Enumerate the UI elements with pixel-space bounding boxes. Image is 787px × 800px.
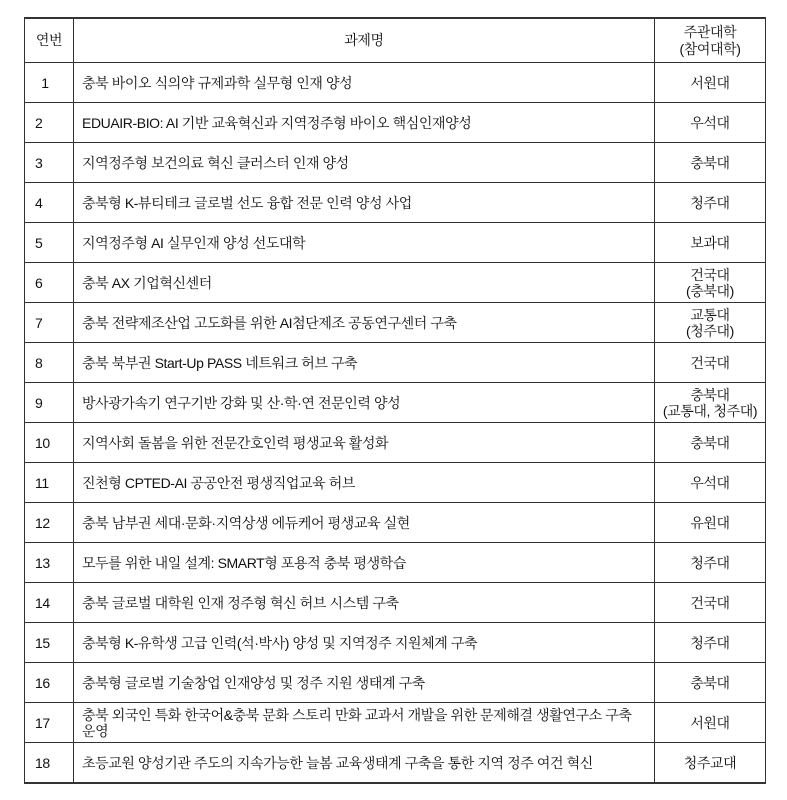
host-university: 보과대 — [690, 234, 730, 251]
row-title: 진천형 CPTED-AI 공공안전 평생직업교육 허브 — [74, 463, 655, 503]
row-university — [655, 303, 766, 343]
row-number: 11 — [25, 463, 74, 503]
table-row — [25, 543, 766, 583]
table-row — [25, 183, 766, 223]
row-number: 14 — [25, 583, 74, 623]
row-title: 지역정주형 보건의료 혁신 클러스터 인재 양성 — [74, 143, 655, 183]
host-university: 충북대 — [690, 386, 730, 403]
row-university — [655, 743, 766, 784]
row-title: 충북 글로벌 대학원 인재 정주형 혁신 허브 시스템 구축 — [74, 583, 655, 623]
table-row — [25, 663, 766, 703]
row-university — [655, 383, 766, 423]
row-number: 7 — [25, 303, 74, 343]
row-number: 5 — [25, 223, 74, 263]
row-number: 3 — [25, 143, 74, 183]
project-table — [24, 17, 766, 784]
row-university — [655, 103, 766, 143]
host-university: 청주교대 — [683, 754, 737, 771]
row-university — [655, 663, 766, 703]
table-row — [25, 263, 766, 303]
table-row — [25, 703, 766, 743]
row-number: 9 — [25, 383, 74, 423]
table-row — [25, 623, 766, 663]
host-university: 유원대 — [690, 514, 730, 531]
row-number: 6 — [25, 263, 74, 303]
row-title: 충북형 K-뷰티테크 글로벌 선도 융합 전문 인력 양성 사업 — [74, 183, 655, 223]
row-number: 10 — [25, 423, 74, 463]
row-title: 충북 외국인 특화 한국어&충북 문화 스토리 만화 교과서 개발을 위한 문제해결 생활연구소 구축 운영 — [74, 703, 655, 743]
row-number: 17 — [25, 703, 74, 743]
row-title: 충북 전략제조산업 고도화를 위한 AI첨단제조 공동연구센터 구축 — [74, 303, 655, 343]
header-univ-line1: 주관대학 — [683, 23, 737, 40]
row-university — [655, 503, 766, 543]
row-title: 충북형 글로벌 기술창업 인재양성 및 정주 지원 생태계 구축 — [74, 663, 655, 703]
host-university: 청주대 — [690, 194, 730, 211]
row-university — [655, 543, 766, 583]
table-row — [25, 223, 766, 263]
row-number: 2 — [25, 103, 74, 143]
header-title: 과제명 — [74, 18, 655, 63]
host-university: 청주대 — [690, 554, 730, 571]
row-university — [655, 463, 766, 503]
row-university — [655, 583, 766, 623]
row-title: 충북 바이오 식의약 규제과학 실무형 인재 양성 — [74, 63, 655, 103]
table-row — [25, 143, 766, 183]
row-university — [655, 263, 766, 303]
row-number: 15 — [25, 623, 74, 663]
row-number: 12 — [25, 503, 74, 543]
host-university: 건국대 — [690, 354, 730, 371]
host-university: 충북대 — [690, 434, 730, 451]
participating-university: (청주대) — [686, 322, 734, 339]
row-number: 18 — [25, 743, 74, 784]
row-university — [655, 183, 766, 223]
table-row — [25, 423, 766, 463]
row-title: 충북 북부권 Start-Up PASS 네트워크 허브 구축 — [74, 343, 655, 383]
row-university — [655, 143, 766, 183]
host-university: 충북대 — [690, 674, 730, 691]
table-header-row — [25, 18, 766, 63]
row-university — [655, 703, 766, 743]
row-title: 모두를 위한 내일 설계: SMART형 포용적 충북 평생학습 — [74, 543, 655, 583]
table-body — [25, 63, 766, 784]
row-title: EDUAIR-BIO: AI 기반 교육혁신과 지역정주형 바이오 핵심인재양성 — [74, 103, 655, 143]
row-title: 방사광가속기 연구기반 강화 및 산·학·연 전문인력 양성 — [74, 383, 655, 423]
table-row — [25, 303, 766, 343]
host-university: 건국대 — [690, 266, 730, 283]
header-university — [655, 18, 766, 63]
table-row — [25, 383, 766, 423]
row-university — [655, 623, 766, 663]
table-row — [25, 583, 766, 623]
participating-university: (교통대, 청주대) — [662, 402, 758, 419]
header-no: 연번 — [25, 18, 74, 63]
participating-university: (충북대) — [686, 282, 734, 299]
table-row — [25, 743, 766, 784]
row-university — [655, 343, 766, 383]
table-row — [25, 103, 766, 143]
row-title: 지역정주형 AI 실무인재 양성 선도대학 — [74, 223, 655, 263]
table-row — [25, 343, 766, 383]
host-university: 서원대 — [690, 714, 730, 731]
row-university — [655, 63, 766, 103]
host-university: 우석대 — [690, 474, 730, 491]
host-university: 충북대 — [690, 154, 730, 171]
host-university: 건국대 — [690, 594, 730, 611]
row-number: 1 — [25, 63, 74, 103]
row-number: 16 — [25, 663, 74, 703]
row-title: 충북 AX 기업혁신센터 — [74, 263, 655, 303]
row-number: 8 — [25, 343, 74, 383]
row-title: 충북 남부권 세대·문화·지역상생 에듀케어 평생교육 실현 — [74, 503, 655, 543]
host-university: 서원대 — [690, 74, 730, 91]
row-title: 충북형 K-유학생 고급 인력(석·박사) 양성 및 지역정주 지원체계 구축 — [74, 623, 655, 663]
row-title: 지역사회 돌봄을 위한 전문간호인력 평생교육 활성화 — [74, 423, 655, 463]
host-university: 교통대 — [690, 306, 730, 323]
row-university — [655, 423, 766, 463]
table-row — [25, 463, 766, 503]
row-number: 4 — [25, 183, 74, 223]
row-university — [655, 223, 766, 263]
row-number: 13 — [25, 543, 74, 583]
header-univ-line2: (참여대학) — [679, 40, 741, 57]
host-university: 우석대 — [690, 114, 730, 131]
row-title: 초등교원 양성기관 주도의 지속가능한 늘봄 교육생태계 구축을 통한 지역 정주 여건 혁신 — [74, 743, 655, 784]
table-row — [25, 63, 766, 103]
host-university: 청주대 — [690, 634, 730, 651]
table-row — [25, 503, 766, 543]
